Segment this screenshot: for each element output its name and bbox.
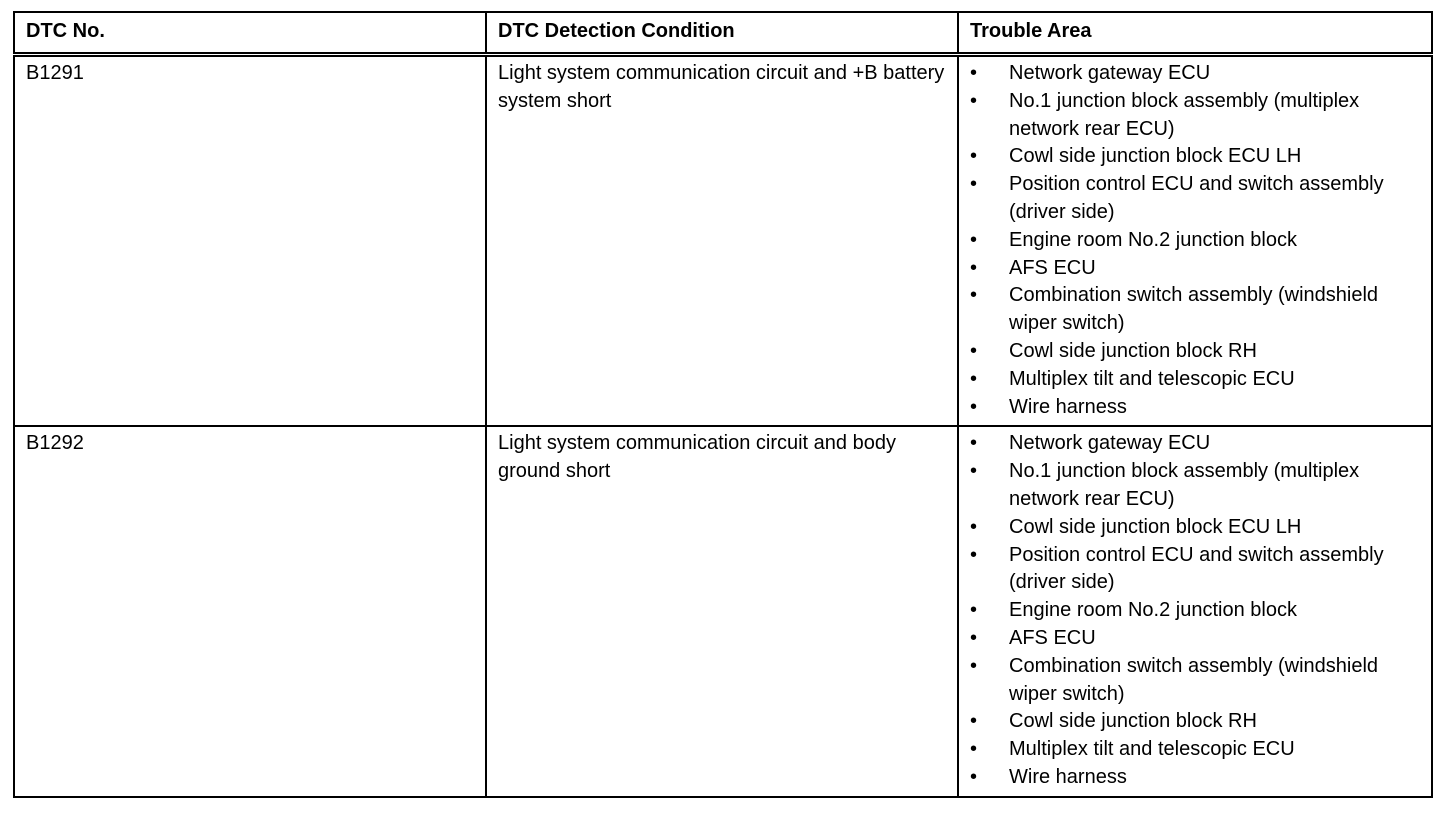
detection-condition-cell: Light system communication circuit and body ground short — [486, 426, 958, 796]
list-item — [970, 653, 1420, 709]
list-item — [970, 430, 1420, 458]
bullet-icon: • — [970, 765, 978, 788]
list-item — [970, 597, 1420, 625]
list-item — [970, 736, 1420, 764]
bullet-icon: • — [970, 173, 978, 196]
trouble-area-item: Multiplex tilt and telescopic ECU — [1009, 367, 1295, 390]
bullet-icon: • — [970, 515, 978, 538]
table-header-row — [14, 12, 1432, 55]
bullet-icon: • — [970, 543, 978, 566]
trouble-area-item: Cowl side junction block RH — [1009, 710, 1257, 733]
bullet-icon: • — [970, 145, 978, 168]
table-row — [14, 55, 1432, 427]
trouble-area-item: AFS ECU — [1009, 626, 1096, 649]
bullet-icon: • — [970, 62, 978, 84]
list-item — [970, 514, 1420, 542]
list-item — [970, 394, 1420, 422]
bullet-icon: • — [970, 626, 978, 649]
table-body — [14, 55, 1432, 797]
trouble-area-item: Network gateway ECU — [1009, 432, 1211, 455]
bullet-icon: • — [970, 460, 978, 483]
list-item — [970, 764, 1420, 792]
bullet-icon: • — [970, 89, 978, 112]
list-item — [970, 458, 1420, 514]
bullet-icon: • — [970, 284, 978, 307]
bullet-icon: • — [970, 599, 978, 622]
trouble-area-list — [970, 430, 1420, 791]
header-trouble-area: Trouble Area — [958, 12, 1432, 55]
dtc-code-cell: B1291 — [14, 55, 486, 427]
list-item — [970, 143, 1420, 171]
table-row — [14, 426, 1432, 796]
dtc-code-cell: B1292 — [14, 426, 486, 796]
list-item — [970, 171, 1420, 227]
trouble-area-item: Combination switch assembly (windshield wiper switch) — [1009, 284, 1379, 335]
bullet-icon: • — [970, 228, 978, 251]
trouble-area-item: No.1 junction block assembly (multiplex network rear ECU) — [1009, 89, 1360, 140]
trouble-area-item: Network gateway ECU — [1009, 62, 1211, 84]
trouble-area-item: Cowl side junction block RH — [1009, 339, 1257, 362]
trouble-area-item: No.1 junction block assembly (multiplex network rear ECU) — [1009, 460, 1360, 510]
bullet-icon: • — [970, 367, 978, 390]
list-item — [970, 60, 1420, 88]
trouble-area-cell — [958, 426, 1432, 796]
list-item — [970, 255, 1420, 283]
trouble-area-item: Cowl side junction block ECU LH — [1009, 515, 1302, 538]
list-item — [970, 338, 1420, 366]
bullet-icon: • — [970, 738, 978, 761]
trouble-area-item: Engine room No.2 junction block — [1009, 228, 1297, 251]
trouble-area-list — [970, 60, 1420, 421]
trouble-area-item: Wire harness — [1009, 395, 1127, 418]
header-detection-condition: DTC Detection Condition — [486, 12, 958, 55]
detection-condition-cell: Light system communication circuit and +B battery system short — [486, 55, 958, 427]
trouble-area-cell — [958, 55, 1432, 427]
list-item — [970, 542, 1420, 598]
trouble-area-item: Wire harness — [1009, 765, 1127, 788]
trouble-area-item: AFS ECU — [1009, 256, 1096, 279]
trouble-area-item: Position control ECU and switch assembly (driver side) — [1009, 173, 1384, 223]
trouble-area-item: Combination switch assembly (windshield wiper switch) — [1009, 654, 1379, 705]
list-item — [970, 708, 1420, 736]
bullet-icon: • — [970, 339, 978, 362]
bullet-icon: • — [970, 710, 978, 733]
bullet-icon: • — [970, 395, 978, 418]
list-item — [970, 625, 1420, 653]
list-item — [970, 88, 1420, 144]
bullet-icon: • — [970, 256, 978, 279]
trouble-area-item: Cowl side junction block ECU LH — [1009, 145, 1302, 168]
list-item — [970, 227, 1420, 255]
bullet-icon: • — [970, 432, 978, 455]
trouble-area-item: Position control ECU and switch assembly (driver side) — [1009, 543, 1384, 594]
list-item — [970, 366, 1420, 394]
list-item — [970, 282, 1420, 338]
header-dtc-no: DTC No. — [14, 12, 486, 55]
bullet-icon: • — [970, 654, 978, 677]
trouble-area-item: Engine room No.2 junction block — [1009, 599, 1297, 622]
dtc-table — [13, 11, 1433, 798]
trouble-area-item: Multiplex tilt and telescopic ECU — [1009, 738, 1295, 761]
